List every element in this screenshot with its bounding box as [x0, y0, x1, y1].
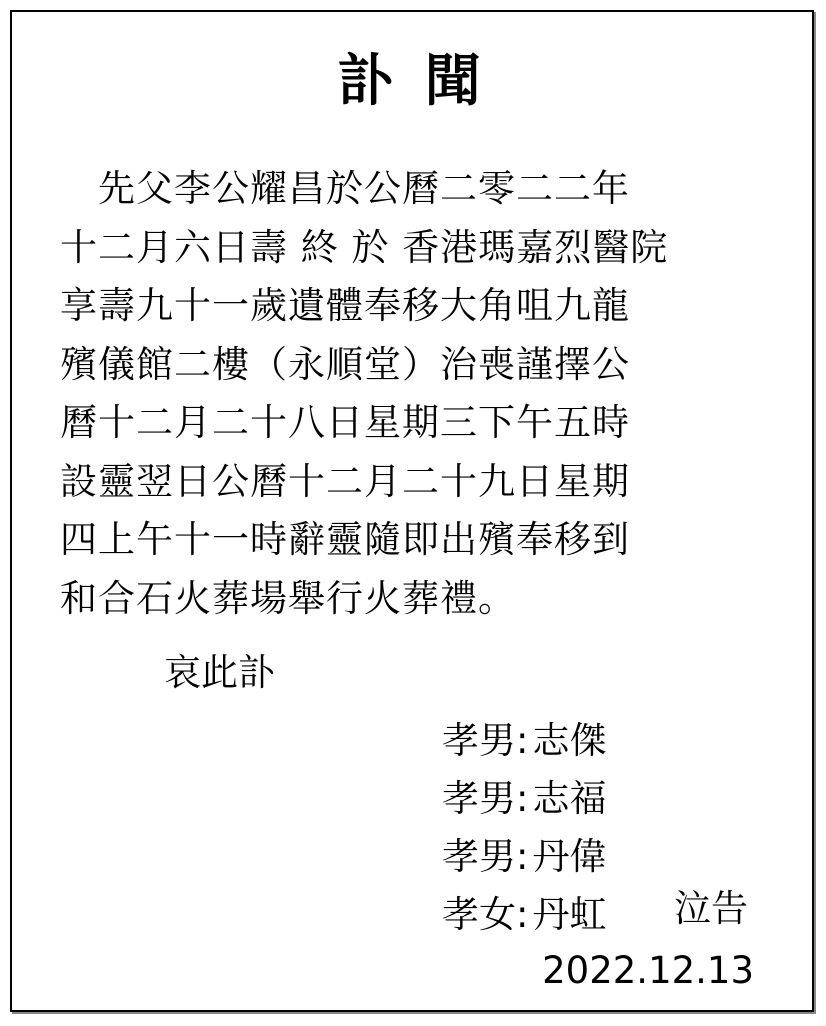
signer-role: 孝女:: [442, 893, 529, 936]
body-line: 十二月六日壽 終 於 香港瑪嘉烈醫院: [60, 225, 669, 269]
obituary-body: [60, 160, 760, 628]
signer-role: 孝男:: [442, 719, 529, 762]
signer-role: 孝男:: [442, 777, 529, 820]
body-line: 先父李公耀昌於公曆二零二二年: [60, 167, 630, 210]
body-line: 殯儀館二樓（永順堂）治喪謹擇公: [60, 342, 630, 386]
closing-phrase: 哀此訃: [164, 651, 275, 694]
body-line: 四上午十一時辭靈隨即出殯奉移到: [60, 518, 630, 561]
body-line: 設靈翌日公曆十二月二十九日星期: [60, 459, 630, 503]
signer-row: [442, 712, 606, 770]
signer-name: 丹虹: [532, 893, 607, 936]
signer-row: [442, 886, 606, 944]
weeping-announcement: 泣告: [674, 887, 748, 930]
body-line: 和合石火葬場舉行火葬禮。: [60, 576, 516, 620]
signer-list: [442, 712, 606, 944]
signer-name: 志傑: [532, 719, 607, 762]
obituary-title: 訃 聞: [337, 49, 487, 114]
signer-row: [442, 770, 606, 828]
notice-date: 2022.12.13: [542, 949, 754, 992]
signer-name: 丹偉: [532, 835, 607, 878]
obituary-frame: [10, 10, 814, 1012]
signer-row: [442, 828, 606, 886]
body-line: 享壽九十一歲遺體奉移大角咀九龍: [60, 284, 630, 327]
signer-name: 志福: [532, 777, 607, 820]
signer-role: 孝男:: [442, 835, 529, 878]
body-line: 曆十二月二十八日星期三下午五時: [60, 401, 630, 444]
